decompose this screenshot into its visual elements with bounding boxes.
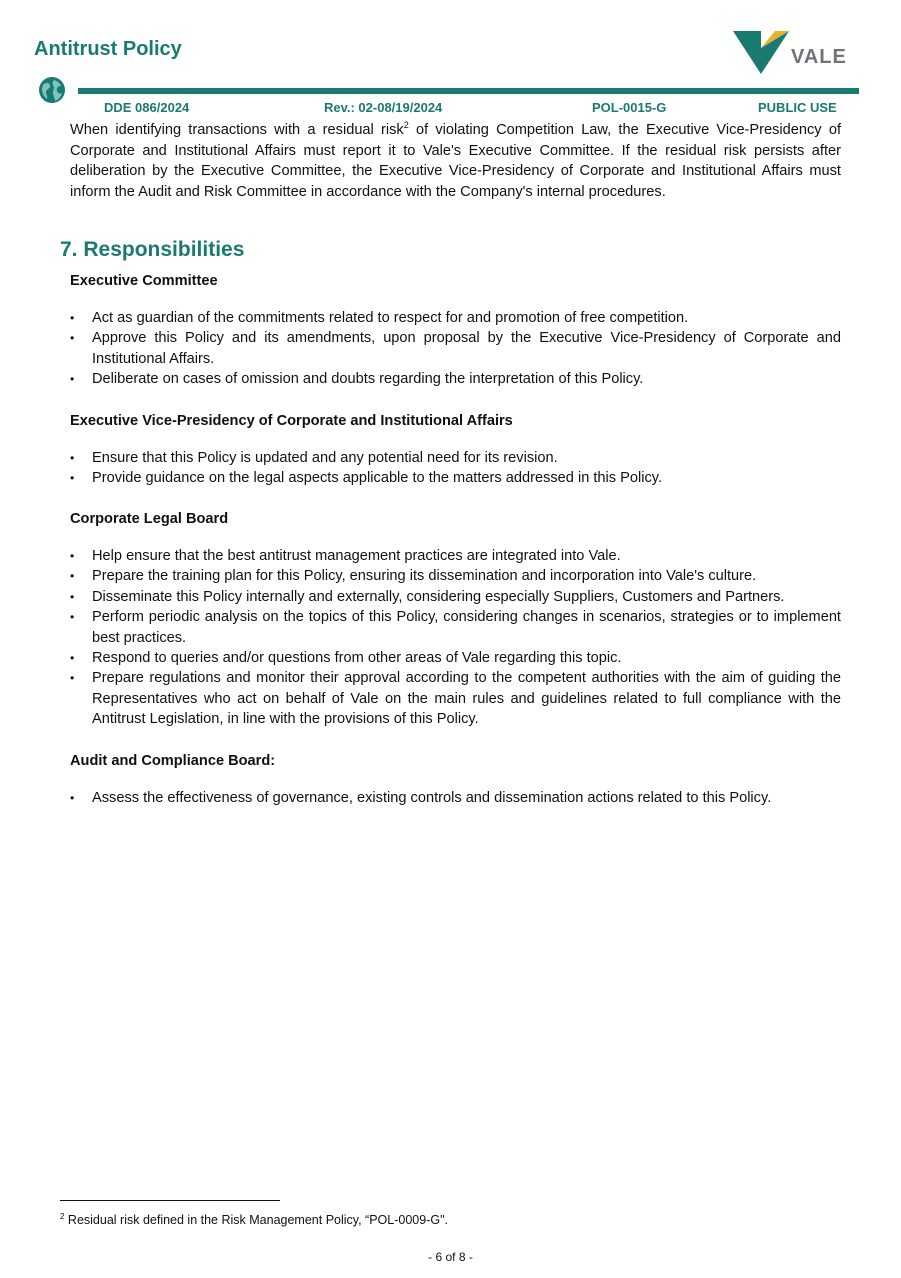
list-item-text: Prepare regulations and monitor their approval according to the competent authorities with the aim of guiding the Representatives who act on behalf of Vale on the main rules and guidelines related to full compliance with the Antitrust Legislation, in line with the provisions of this Policy.	[92, 670, 841, 728]
footnote	[60, 1212, 448, 1227]
list-item: • Help ensure that the best antitrust management practices are integrated into Vale.	[70, 548, 621, 564]
list-item-text: Assess the effectiveness of governance, existing controls and dissemination actions related to this Policy.	[92, 790, 772, 806]
vale-logo-text: VALE	[791, 46, 847, 68]
list-item-text: Provide guidance on the legal aspects applicable to the matters addressed in this Policy.	[92, 470, 663, 487]
list-item: • Disseminate this Policy internally and externally, considering especially Suppliers, Customers and Partners.	[70, 588, 785, 605]
intro-text-part2: of violating Competition Law, the Executive Vice-Presidency of Corporate and Institutional Affairs must report it to Vale's Executive Committee. If the residual risk persists after deliberation by the Executive Committee, the Executive Vice-Presidency of Corporate and Institutional Affairs must inform the Audit and Risk Committee in accordance with the Company's internal procedures.	[70, 122, 841, 200]
header-rule	[78, 88, 859, 94]
list-item: • Provide guidance on the legal aspects applicable to the matters addressed in this Policy.	[70, 470, 663, 487]
section-title: 7. Responsibilities	[60, 238, 245, 261]
list-item: • Prepare the training plan for this Policy, ensuring its dissemination and incorporation into Vale's culture.	[70, 568, 757, 585]
dde-number: DDE 086/2024	[104, 100, 190, 115]
list-item: • Assess the effectiveness of governance, existing controls and dissemination actions related to this Policy.	[70, 790, 772, 806]
footnote-separator	[60, 1200, 280, 1201]
list-item: • Prepare regulations and monitor their approval according to the competent authorities with the aim of guiding the Representatives who act on behalf of Vale on the main rules and guidelines related to full compliance with the Antitrust Legislation, in line with the provisions of this Policy.	[70, 670, 841, 728]
list-item: • Perform periodic analysis on the topics of this Policy, considering changes in scenarios, strategies or to implement best practices.	[70, 609, 841, 646]
group-heading-executive-committee: Executive Committee	[70, 273, 218, 289]
group-heading-audit-compliance-board: Audit and Compliance Board:	[70, 753, 276, 769]
list-item: • Approve this Policy and its amendments, upon proposal by the Executive Vice-Presidency of Corporate and Institutional Affairs.	[70, 330, 841, 367]
footnote-number: 2	[60, 1212, 65, 1221]
audit-compliance-board-list	[70, 788, 841, 808]
list-item-text: Disseminate this Policy internally and externally, considering especially Suppliers, Customers and Partners.	[92, 588, 785, 605]
classification: PUBLIC USE	[758, 100, 837, 115]
list-item-text: Deliberate on cases of omission and doubts regarding the interpretation of this Policy.	[92, 371, 644, 388]
list-item-text: Act as guardian of the commitments related to respect for and promotion of free competition.	[92, 310, 689, 326]
footnote-text: Residual risk defined in the Risk Management Policy, “POL-0009-G".	[64, 1213, 448, 1228]
list-item-text: Approve this Policy and its amendments, upon proposal by the Executive Vice-Presidency of Corporate and Institutional Affairs.	[92, 330, 841, 367]
vale-logo-icon	[731, 28, 791, 76]
revision: Rev.: 02-08/19/2024	[324, 100, 443, 115]
intro-text-part1: When identifying transactions with a residual risk	[70, 122, 404, 138]
list-item-text: Help ensure that the best antitrust management practices are integrated into Vale.	[92, 548, 621, 564]
executive-committee-list	[70, 308, 841, 390]
list-item: • Act as guardian of the commitments related to respect for and promotion of free competition.	[70, 310, 689, 326]
list-item-text: Respond to queries and/or questions from other areas of Vale regarding this topic.	[92, 650, 622, 667]
document-title: Antitrust Policy	[34, 38, 182, 60]
globe-icon	[38, 76, 66, 104]
intro-paragraph	[70, 120, 841, 202]
list-item-text: Prepare the training plan for this Policy, ensuring its dissemination and incorporation into Vale's culture.	[92, 568, 757, 585]
executive-vice-presidency-list	[70, 448, 841, 489]
list-item: • Ensure that this Policy is updated and any potential need for its revision.	[70, 450, 558, 466]
policy-code: POL-0015-G	[592, 100, 667, 115]
vale-logo	[731, 28, 851, 76]
footnote-reference[interactable]: 2	[403, 120, 409, 131]
group-heading-executive-vice-presidency: Executive Vice-Presidency of Corporate and Institutional Affairs	[70, 413, 513, 429]
group-heading-corporate-legal-board: Corporate Legal Board	[70, 511, 229, 527]
list-item-text: Perform periodic analysis on the topics of this Policy, considering changes in scenarios, strategies or to implement best practices.	[92, 609, 841, 646]
list-item: • Deliberate on cases of omission and doubts regarding the interpretation of this Policy.	[70, 371, 644, 388]
list-item: • Respond to queries and/or questions from other areas of Vale regarding this topic.	[70, 650, 622, 667]
page-number: - 6 of 8 -	[428, 1250, 473, 1264]
corporate-legal-board-list	[70, 546, 841, 730]
list-item-text: Ensure that this Policy is updated and any potential need for its revision.	[92, 450, 558, 466]
